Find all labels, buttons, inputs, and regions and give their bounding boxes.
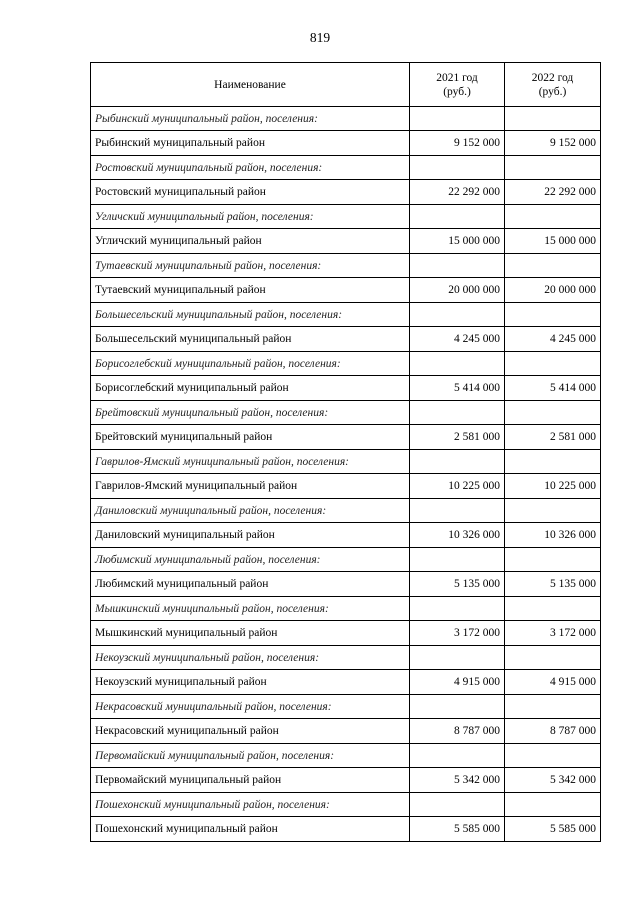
column-header-2022: [505, 63, 601, 107]
district-row: [91, 474, 601, 499]
district-subheader-row: [91, 695, 601, 719]
column-header-name: [91, 63, 410, 107]
empty-cell: [410, 744, 505, 768]
district-subheader-row: [91, 303, 601, 327]
amount-2022: 5 414 000: [505, 376, 601, 401]
district-name: Ростовский муниципальный район: [91, 180, 410, 205]
district-subheader-row: [91, 352, 601, 376]
district-subheader-label: Первомайский муниципальный район, поселения:: [91, 744, 410, 768]
district-subheader-row: [91, 499, 601, 523]
amount-2021: 5 135 000: [410, 572, 505, 597]
district-subheader-row: [91, 793, 601, 817]
empty-cell: [505, 352, 601, 376]
district-row: [91, 327, 601, 352]
table-body: [91, 107, 601, 842]
district-subheader-label: Рыбинский муниципальный район, поселения:: [91, 107, 410, 131]
empty-cell: [410, 254, 505, 278]
district-subheader-label: Гаврилов-Ямский муниципальный район, поселения:: [91, 450, 410, 474]
empty-cell: [410, 303, 505, 327]
empty-cell: [505, 156, 601, 180]
empty-cell: [410, 450, 505, 474]
column-header-2022-label: 2022 год: [531, 71, 574, 84]
empty-cell: [505, 646, 601, 670]
district-name: Мышкинский муниципальный район: [91, 621, 410, 646]
district-name: Пошехонский муниципальный район: [91, 817, 410, 842]
amount-2021: 4 245 000: [410, 327, 505, 352]
amount-2021: 2 581 000: [410, 425, 505, 450]
district-subheader-label: Пошехонский муниципальный район, поселения:: [91, 793, 410, 817]
district-name: Рыбинский муниципальный район: [91, 131, 410, 156]
district-row: [91, 180, 601, 205]
district-row: [91, 229, 601, 254]
district-subheader-label: Мышкинский муниципальный район, поселения:: [91, 597, 410, 621]
amount-2021: 10 225 000: [410, 474, 505, 499]
empty-cell: [410, 695, 505, 719]
amount-2022: 20 000 000: [505, 278, 601, 303]
amount-2021: 5 342 000: [410, 768, 505, 793]
column-header-2021-label: 2021 год: [436, 71, 478, 84]
district-name: Борисоглебский муниципальный район: [91, 376, 410, 401]
empty-cell: [505, 499, 601, 523]
district-subheader-row: [91, 548, 601, 572]
district-subheader-label: Угличский муниципальный район, поселения:: [91, 205, 410, 229]
district-row: [91, 278, 601, 303]
amount-2021: 3 172 000: [410, 621, 505, 646]
district-name: Даниловский муниципальный район: [91, 523, 410, 548]
amount-2021: 22 292 000: [410, 180, 505, 205]
empty-cell: [410, 548, 505, 572]
amount-2022: 10 225 000: [505, 474, 601, 499]
empty-cell: [505, 107, 601, 131]
column-header-2021: [410, 63, 505, 107]
amount-2022: 4 245 000: [505, 327, 601, 352]
budget-table: [90, 62, 601, 842]
amount-2022: 15 000 000: [505, 229, 601, 254]
amount-2022: 8 787 000: [505, 719, 601, 744]
district-name: Гаврилов-Ямский муниципальный район: [91, 474, 410, 499]
empty-cell: [410, 401, 505, 425]
amount-2022: 5 585 000: [505, 817, 601, 842]
empty-cell: [410, 793, 505, 817]
district-subheader-label: Некоузский муниципальный район, поселения:: [91, 646, 410, 670]
district-subheader-label: Тутаевский муниципальный район, поселения:: [91, 254, 410, 278]
empty-cell: [505, 254, 601, 278]
amount-2022: 3 172 000: [505, 621, 601, 646]
empty-cell: [410, 205, 505, 229]
district-row: [91, 719, 601, 744]
amount-2021: 15 000 000: [410, 229, 505, 254]
empty-cell: [505, 744, 601, 768]
page-number: 819: [309, 30, 331, 45]
amount-2021: 20 000 000: [410, 278, 505, 303]
district-subheader-row: [91, 156, 601, 180]
amount-2021: 5 414 000: [410, 376, 505, 401]
amount-2022: 4 915 000: [505, 670, 601, 695]
amount-2021: 9 152 000: [410, 131, 505, 156]
district-subheader-row: [91, 254, 601, 278]
district-row: [91, 523, 601, 548]
empty-cell: [505, 303, 601, 327]
empty-cell: [410, 646, 505, 670]
amount-2022: 5 135 000: [505, 572, 601, 597]
district-row: [91, 817, 601, 842]
empty-cell: [505, 205, 601, 229]
amount-2022: 2 581 000: [505, 425, 601, 450]
amount-2022: 22 292 000: [505, 180, 601, 205]
district-name: Некрасовский муниципальный район: [91, 719, 410, 744]
district-name: Любимский муниципальный район: [91, 572, 410, 597]
district-name: Некоузский муниципальный район: [91, 670, 410, 695]
empty-cell: [505, 450, 601, 474]
table-header-row: [91, 63, 601, 107]
district-subheader-label: Брейтовский муниципальный район, поселения:: [91, 401, 410, 425]
district-subheader-row: [91, 597, 601, 621]
amount-2021: 4 915 000: [410, 670, 505, 695]
district-subheader-label: Некрасовский муниципальный район, поселения:: [91, 695, 410, 719]
district-subheader-row: [91, 205, 601, 229]
empty-cell: [410, 499, 505, 523]
empty-cell: [410, 352, 505, 376]
district-subheader-label: Борисоглебский муниципальный район, поселения:: [91, 352, 410, 376]
district-row: [91, 670, 601, 695]
district-subheader-row: [91, 646, 601, 670]
district-row: [91, 376, 601, 401]
empty-cell: [410, 156, 505, 180]
district-row: [91, 621, 601, 646]
empty-cell: [410, 597, 505, 621]
empty-cell: [505, 597, 601, 621]
amount-2021: 5 585 000: [410, 817, 505, 842]
district-name: Угличский муниципальный район: [91, 229, 410, 254]
district-subheader-label: Любимский муниципальный район, поселения:: [91, 548, 410, 572]
district-subheader-row: [91, 401, 601, 425]
district-row: [91, 425, 601, 450]
amount-2022: 9 152 000: [505, 131, 601, 156]
district-name: Большесельский муниципальный район: [91, 327, 410, 352]
district-subheader-row: [91, 107, 601, 131]
empty-cell: [505, 548, 601, 572]
amount-2022: 10 326 000: [505, 523, 601, 548]
district-name: Первомайский муниципальный район: [91, 768, 410, 793]
district-row: [91, 131, 601, 156]
district-subheader-label: Даниловский муниципальный район, поселения:: [91, 499, 410, 523]
empty-cell: [505, 401, 601, 425]
empty-cell: [410, 107, 505, 131]
district-subheader-label: Большесельский муниципальный район, поселения:: [91, 303, 410, 327]
district-name: Брейтовский муниципальный район: [91, 425, 410, 450]
empty-cell: [505, 695, 601, 719]
column-header-name-label: Наименование: [214, 78, 286, 91]
district-row: [91, 572, 601, 597]
district-subheader-label: Ростовский муниципальный район, поселения:: [91, 156, 410, 180]
column-header-2021-unit: (руб.): [443, 85, 471, 98]
amount-2021: 10 326 000: [410, 523, 505, 548]
amount-2022: 5 342 000: [505, 768, 601, 793]
column-header-2022-unit: (руб.): [538, 85, 567, 98]
district-subheader-row: [91, 450, 601, 474]
amount-2021: 8 787 000: [410, 719, 505, 744]
district-name: Тутаевский муниципальный район: [91, 278, 410, 303]
district-row: [91, 768, 601, 793]
empty-cell: [505, 793, 601, 817]
district-subheader-row: [91, 744, 601, 768]
